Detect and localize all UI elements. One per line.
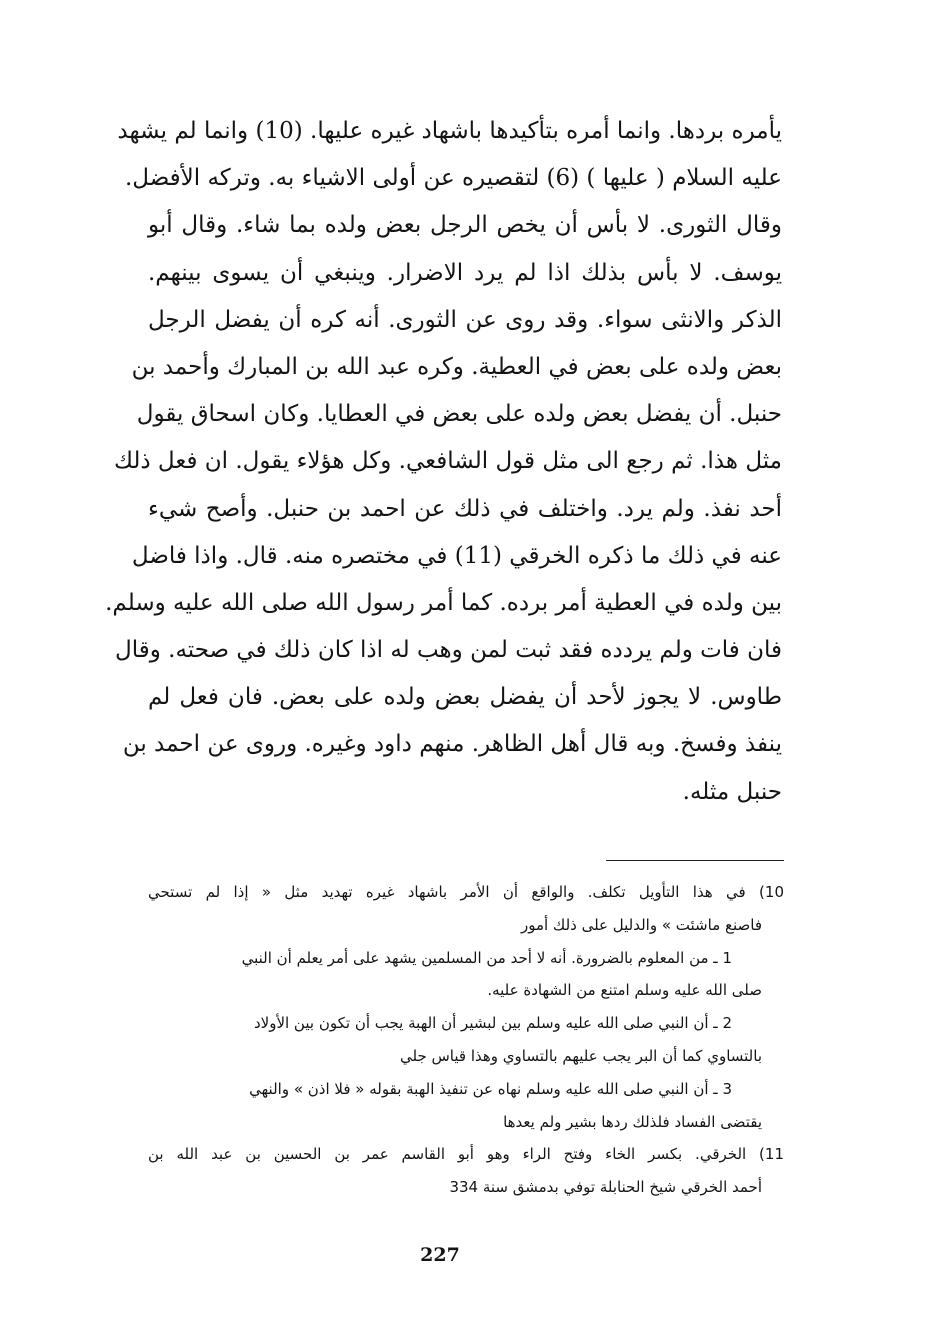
text-line: عليه السلام ( عليها ) (6) لتقصيره عن أولى الاشياء به. وتركه الأفضل.: [124, 165, 782, 192]
text-line: مثل هذا. ثم رجع الى مثل قول الشافعي. وكل هؤلاء يقول. ان فعل ذلك: [113, 448, 782, 475]
footnotes-block: [148, 876, 784, 1204]
text-line: أحد نفذ. ولم يرد. واختلف في ذلك عن احمد بن حنبل. وأصح شيء: [148, 495, 782, 522]
footnote-line: 11) الخرقي. بكسر الخاء وفتح الراء وهو أبو القاسم عمر بن الحسين بن عبد الله بن: [148, 1145, 784, 1164]
footnote-line: 2 ـ أن النبي صلى الله عليه وسلم بين لبشير أن الهبة يجب أن تكون بين الأولاد: [253, 1014, 732, 1033]
text-line: الذكر والانثى سواء. وقد روى عن الثورى. أنه كره أن يفضل الرجل: [148, 306, 782, 333]
footnote-line: بالتساوي كما أن البر يجب عليهم بالتساوي وهذا قياس جلي: [399, 1046, 762, 1065]
footnote-line: صلى الله عليه وسلم امتنع من الشهادة عليه.: [487, 981, 762, 1000]
footnote-separator: [606, 860, 784, 861]
footnote-line: فاصنع ماشئت » والدليل على ذلك أمور: [520, 915, 762, 934]
text-line: ينفذ وفسخ. وبه قال أهل الظاهر. منهم داود وغيره. وروى عن احمد بن: [122, 731, 782, 758]
text-line: يوسف. لا بأس بذلك اذا لم يرد الاضرار. وينبغي أن يسوى بينهم.: [148, 259, 782, 286]
text-line: طاوس. لا يجوز لأحد أن يفضل بعض ولده على بعض. فان فعل لم: [148, 684, 782, 711]
main-text-block: [105, 108, 782, 816]
text-line: حنبل مثله.: [682, 778, 782, 805]
text-line: فان فات ولم يردده فقد ثبت لمن وهب له اذا كان ذلك في صحته. وقال: [115, 637, 782, 664]
text-line: بين ولده في العطية أمر برده. كما أمر رسول الله صلى الله عليه وسلم.: [105, 589, 782, 616]
text-line: عنه في ذلك ما ذكره الخرقي (11) في مختصره منه. قال. واذا فاضل: [131, 542, 782, 569]
footnote-line: 10) في هذا التأويل تكلف. والواقع أن الأمر باشهاد غيره تهديد مثل « إذا لم تستحي: [148, 883, 784, 901]
text-line: حنبل. أن يفضل بعض ولده على بعض في العطايا. وكان اسحاق يقول: [136, 401, 782, 428]
page-number: 227: [420, 1244, 460, 1266]
text-line: يأمره بردها. وانما أمره بتأكيدها باشهاد غيره عليها. (10) وانما لم يشهد: [117, 118, 782, 144]
footnote-line: 3 ـ أن النبي صلى الله عليه وسلم نهاه عن تنفيذ الهبة بقوله « فلا اذن » والنهي: [249, 1079, 732, 1098]
footnote-line: يقتضى الفساد فلذلك ردها بشير ولم يعدها: [503, 1112, 762, 1131]
text-line: بعض ولده على بعض في العطية. وكره عبد الله بن المبارك وأحمد بن: [131, 353, 782, 380]
text-line: وقال الثورى. لا بأس أن يخص الرجل بعض ولده بما شاء. وقال أبو: [148, 212, 782, 239]
footnote-line: أحمد الخرقي شيخ الحنابلة توفي بدمشق سنة 334: [449, 1178, 762, 1197]
footnote-line: 1 ـ من المعلوم بالضرورة. أنه لا أحد من المسلمين يشهد على أمر يعلم أن النبي: [241, 948, 732, 967]
